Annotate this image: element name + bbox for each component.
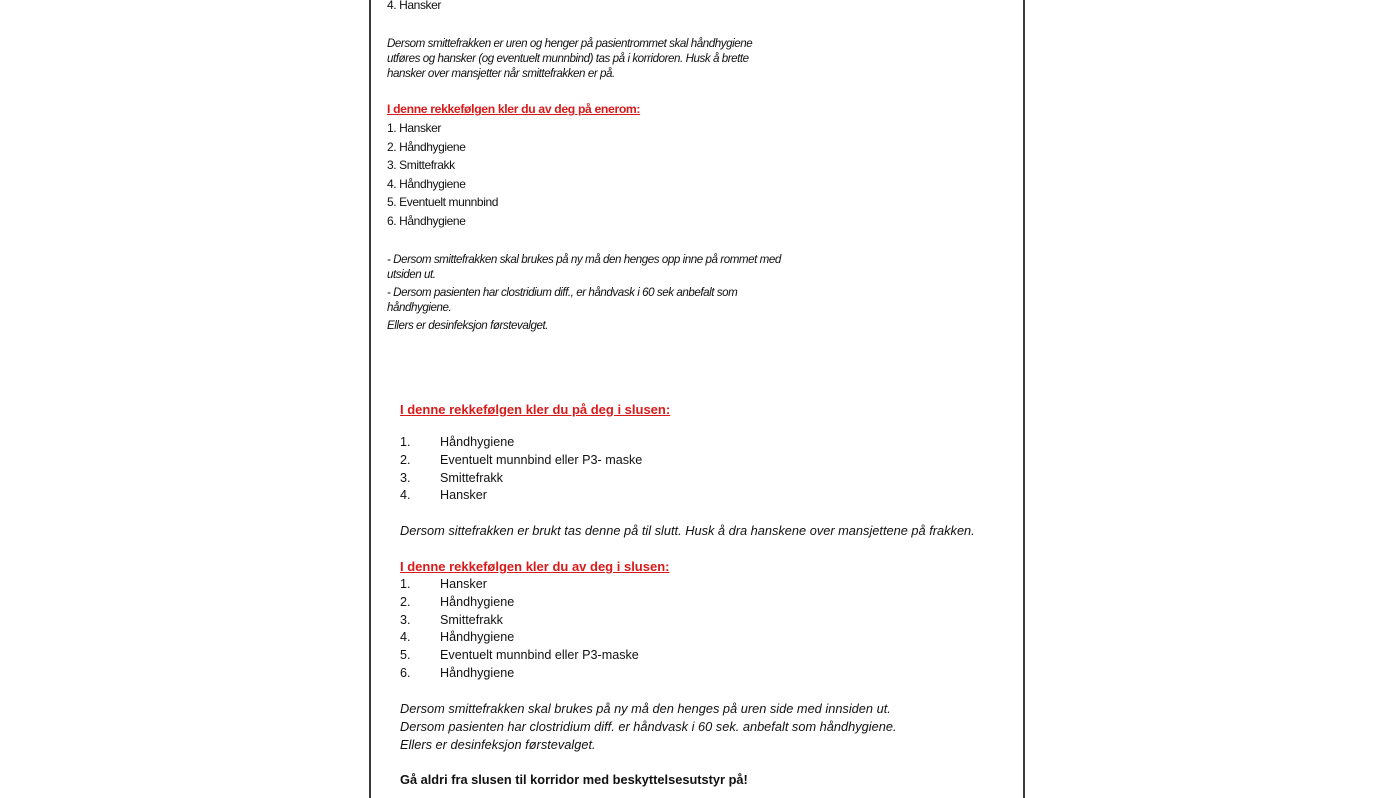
note-line: - Dersom pasienten har clostridium diff., er håndvask i 60 sek anbefalt som (387, 286, 738, 299)
list-item (400, 434, 642, 452)
note-paragraph (387, 252, 781, 333)
list-number: 3. (400, 470, 411, 485)
list-item: 4. Håndhygiene (387, 176, 466, 191)
list-number: 1. (400, 435, 411, 449)
note-paragraph (400, 700, 897, 754)
list-item: 3. Smittefrakk (387, 158, 455, 173)
ordered-list (387, 119, 498, 231)
list-number: 2. (400, 594, 411, 609)
ordered-list (400, 434, 642, 505)
list-item (400, 594, 639, 612)
list-number: 2. (400, 452, 411, 467)
note-line: Dersom pasienten har clostridium diff. er håndvask i 60 sek. anbefalt som håndhygiene. (400, 719, 897, 734)
list-item (400, 629, 639, 647)
note-line: Ellers er desinfeksjon førstevalget. (387, 319, 549, 332)
list-item (400, 470, 642, 488)
list-number: 6. (400, 665, 411, 680)
list-text: Håndhygiene (440, 630, 515, 645)
list-item: 6. Håndhygiene (387, 213, 466, 228)
ordered-list (400, 576, 639, 683)
section-heading: I denne rekkefølgen kler du av deg på enerom: (387, 102, 641, 116)
section-heading: I denne rekkefølgen kler du av deg i slusen: (400, 559, 670, 574)
note-paragraph (387, 36, 752, 81)
list-text: Smittefrakk (440, 612, 503, 627)
list-item: 2. Håndhygiene (387, 139, 466, 154)
list-text: Håndhygiene (440, 594, 515, 609)
note-line: utsiden ut. (387, 268, 436, 281)
list-item (400, 576, 639, 594)
list-item: 5. Eventuelt munnbind (387, 195, 499, 210)
list-number: 4. (400, 630, 411, 645)
list-item (400, 647, 639, 665)
list-item (400, 452, 642, 470)
list-item (400, 487, 642, 505)
list-text: Hansker (440, 577, 487, 591)
list-item: 4. Hansker (387, 0, 442, 12)
list-text: Håndhygiene (440, 435, 515, 449)
list-item: 1. Hansker (387, 121, 442, 135)
note-line: Dersom smittefrakken skal brukes på ny må den henges på uren side med innsiden ut. (400, 701, 891, 716)
note-line: utføres og hansker (og eventuelt munnbind) tas på i korridoren. Husk å brette (387, 52, 749, 65)
note-line: hansker over mansjetter når smittefrakken er på. (387, 67, 615, 80)
list-number: 5. (400, 648, 411, 663)
list-item (400, 612, 639, 630)
list-number: 3. (400, 612, 411, 627)
note-line: - Dersom smittefrakken skal brukes på ny må den henges opp inne på rommet med (387, 253, 781, 266)
document-page (369, 0, 1025, 798)
list-text: Hansker (440, 488, 487, 503)
list-item (400, 665, 639, 683)
list-number: 1. (400, 577, 411, 591)
warning-text: Gå aldri fra slusen til korridor med beskyttelsesutstyr på! (400, 772, 748, 787)
list-text: Eventuelt munnbind eller P3-maske (440, 648, 639, 663)
note-line: håndhygiene. (387, 301, 452, 314)
list-text: Smittefrakk (440, 470, 503, 485)
section-heading: I denne rekkefølgen kler du på deg i slusen: (400, 402, 671, 417)
note-line: Ellers er desinfeksjon førstevalget. (400, 737, 596, 752)
note-paragraph: Dersom sittefrakken er brukt tas denne på til slutt. Husk å dra hanskene over mansjettene på frakken. (400, 523, 975, 538)
list-text: Håndhygiene (440, 665, 515, 680)
list-number: 4. (400, 488, 411, 503)
list-text: Eventuelt munnbind eller P3- maske (440, 452, 643, 467)
note-line: Dersom smittefrakken er uren og henger på pasientrommet skal håndhygiene (387, 37, 753, 50)
